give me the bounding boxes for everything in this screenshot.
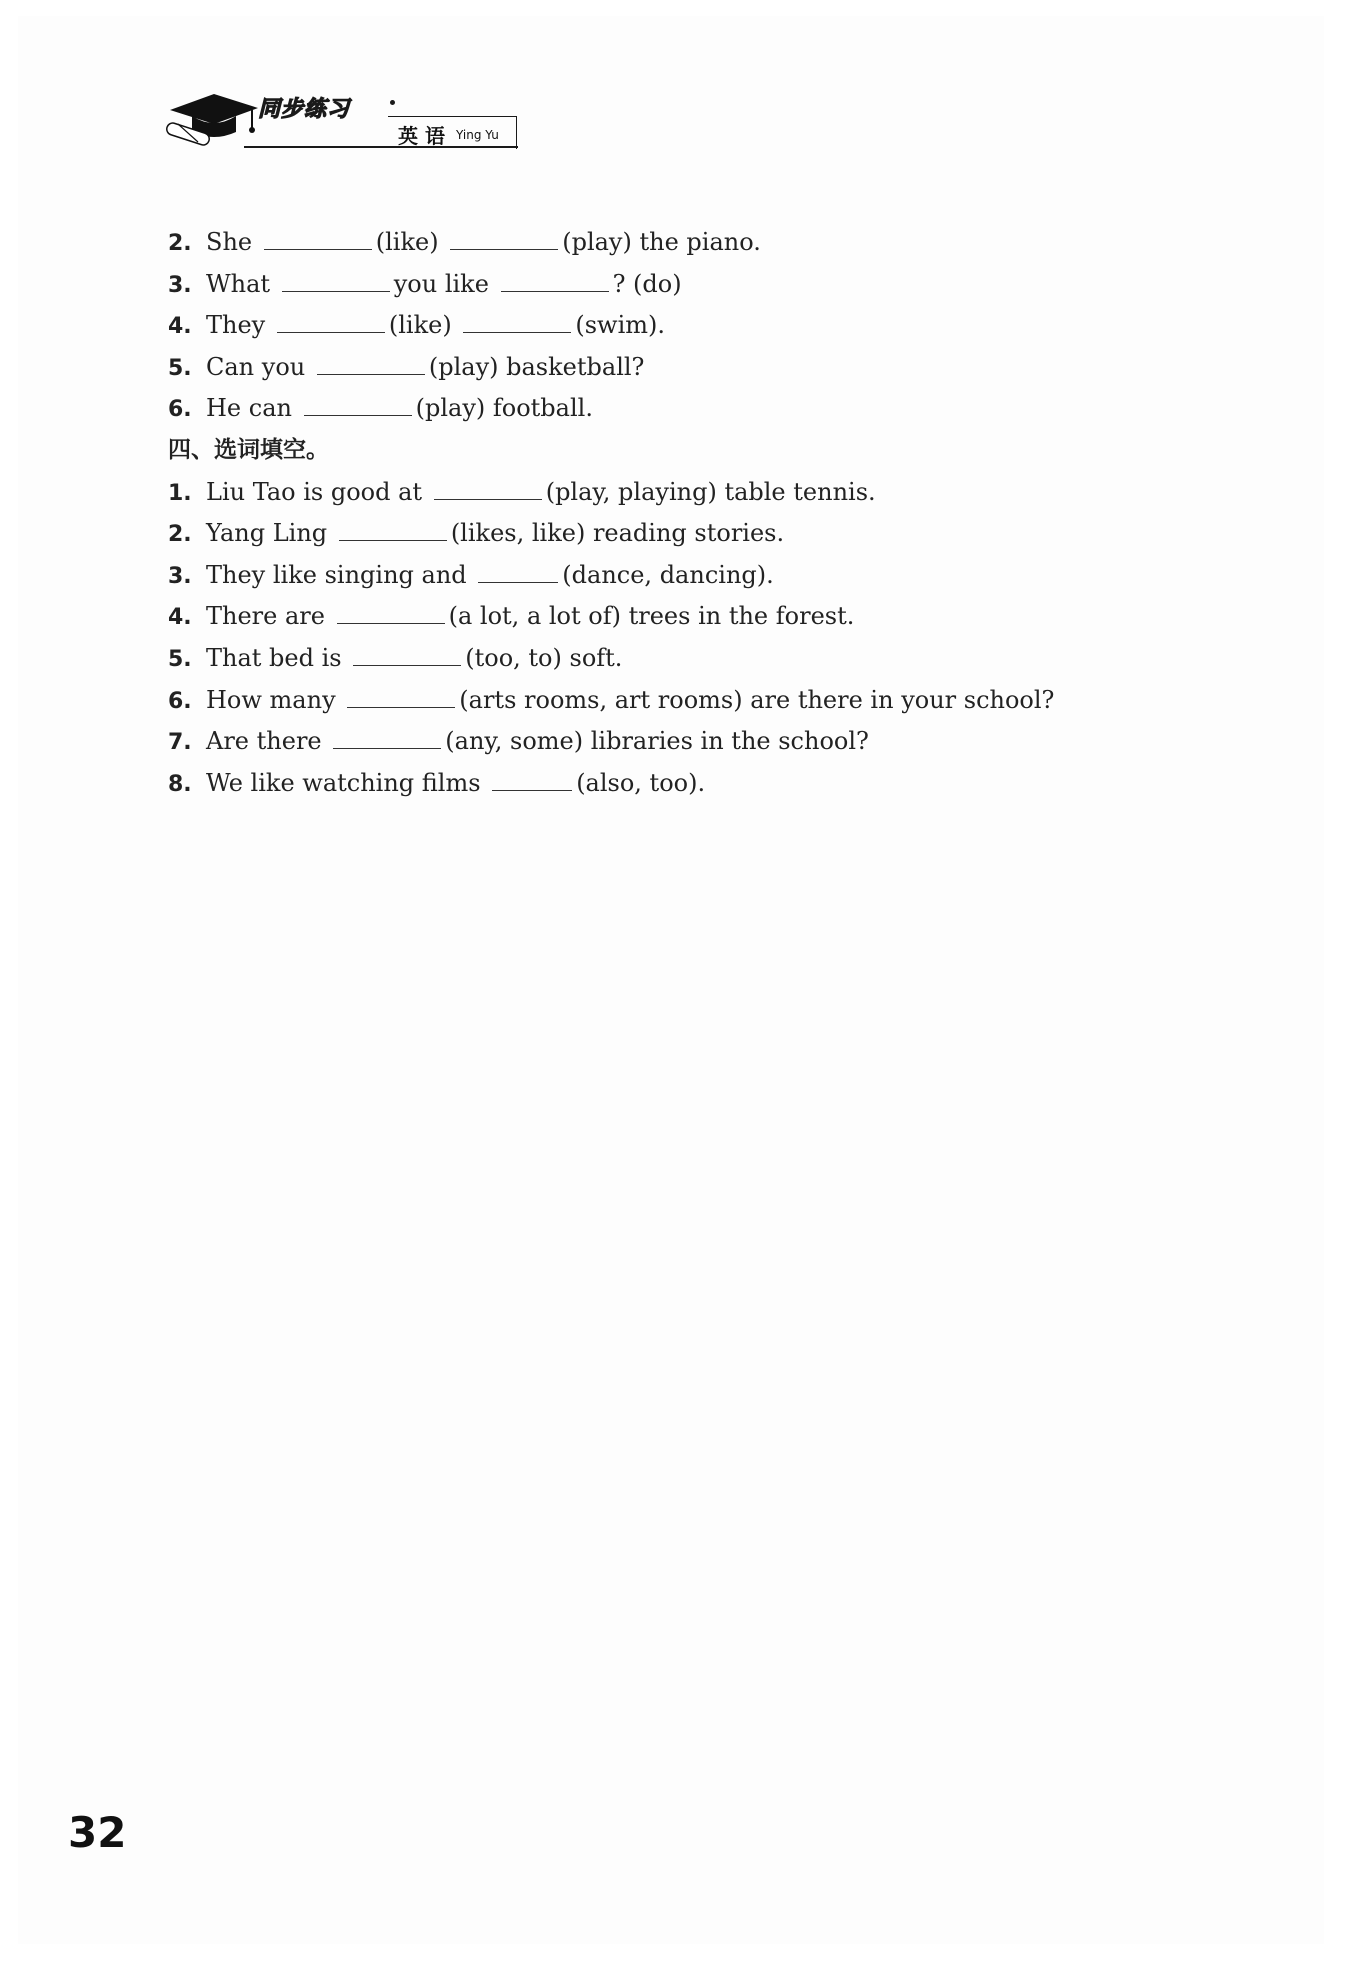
item-text: They like singing and [206,560,467,589]
answer-blank[interactable] [277,330,385,333]
exercise-item [168,388,1168,430]
item-text: Are there [206,727,322,756]
answer-blank[interactable] [333,746,441,749]
section-title: 四、选词填空。 [168,436,329,463]
item-text: (play) football. [415,394,593,423]
item-number: 7. [168,730,192,756]
answer-blank[interactable] [339,538,447,541]
item-number: 4. [168,605,192,631]
item-text: (play) the piano. [562,228,761,256]
item-text: (too, to) soft. [465,643,623,672]
exercise-item [168,513,1168,555]
item-text: you like [393,269,489,298]
item-number: 6. [168,397,192,423]
item-text: (arts rooms, art rooms) are there in your school? [459,685,1055,714]
part3-items [168,222,1168,430]
exercise-item [168,680,1168,722]
answer-blank[interactable] [434,497,542,500]
subject-pinyin: Ying Yu [456,128,499,142]
section4-items [168,472,1168,805]
item-number: 5. [168,355,192,381]
exercise-item [168,721,1168,763]
answer-blank[interactable] [450,247,558,250]
exercise-item [168,638,1168,680]
series-title: 同步练习 [258,97,351,122]
item-text: There are [206,602,325,631]
answer-blank[interactable] [347,705,455,708]
page-number: 32 [68,1808,127,1857]
item-text: Yang Ling [206,519,328,548]
page-header [162,80,522,160]
header-dot [390,100,395,105]
answer-blank[interactable] [282,289,390,292]
subject-label: 英 语 [398,124,445,148]
item-text: How many [206,685,336,714]
exercise-item [168,222,1168,264]
item-number: 3. [168,272,192,298]
item-number: 2. [168,231,192,256]
answer-blank[interactable] [463,330,571,333]
item-text: (likes, like) reading stories. [450,519,785,548]
item-text: (like) [375,228,439,256]
item-number: 8. [168,771,192,797]
exercise-item [168,347,1168,389]
item-text: Can you [206,352,306,381]
answer-blank[interactable] [337,621,445,624]
answer-blank[interactable] [264,247,372,250]
item-text: Liu Tao is good at [206,477,423,506]
item-number: 3. [168,563,192,589]
item-text: They [206,311,266,340]
exercise-item [168,472,1168,514]
item-text: (any, some) libraries in the school? [445,727,869,756]
item-text: What [206,269,271,298]
item-number: 5. [168,646,192,672]
exercise-item [168,596,1168,638]
item-text: We like watching films [206,768,481,797]
item-text: (like) [388,311,452,340]
item-text: (play, playing) table tennis. [545,477,876,506]
item-text: (play) basketball? [428,352,645,381]
answer-blank[interactable] [501,289,609,292]
item-number: 1. [168,480,192,506]
item-text: (dance, dancing). [562,560,774,589]
item-text: (also, too). [576,768,706,797]
answer-blank[interactable] [304,413,412,416]
item-text: (a lot, a lot of) trees in the forest. [448,602,855,631]
item-text: ? (do) [612,269,682,298]
exercise-content [168,222,1168,804]
answer-blank[interactable] [317,372,425,375]
item-text: He can [206,394,292,423]
item-number: 6. [168,688,192,714]
item-number: 4. [168,314,192,340]
answer-blank[interactable] [478,580,558,583]
exercise-item [168,305,1168,347]
item-number: 2. [168,522,192,548]
item-text: (swim). [575,311,665,340]
item-text: She [206,228,253,256]
exercise-item [168,555,1168,597]
exercise-item [168,763,1168,805]
answer-blank[interactable] [492,788,572,791]
header-rule [244,146,518,148]
item-text: That bed is [206,643,342,672]
answer-blank[interactable] [353,663,461,666]
exercise-item [168,264,1168,306]
